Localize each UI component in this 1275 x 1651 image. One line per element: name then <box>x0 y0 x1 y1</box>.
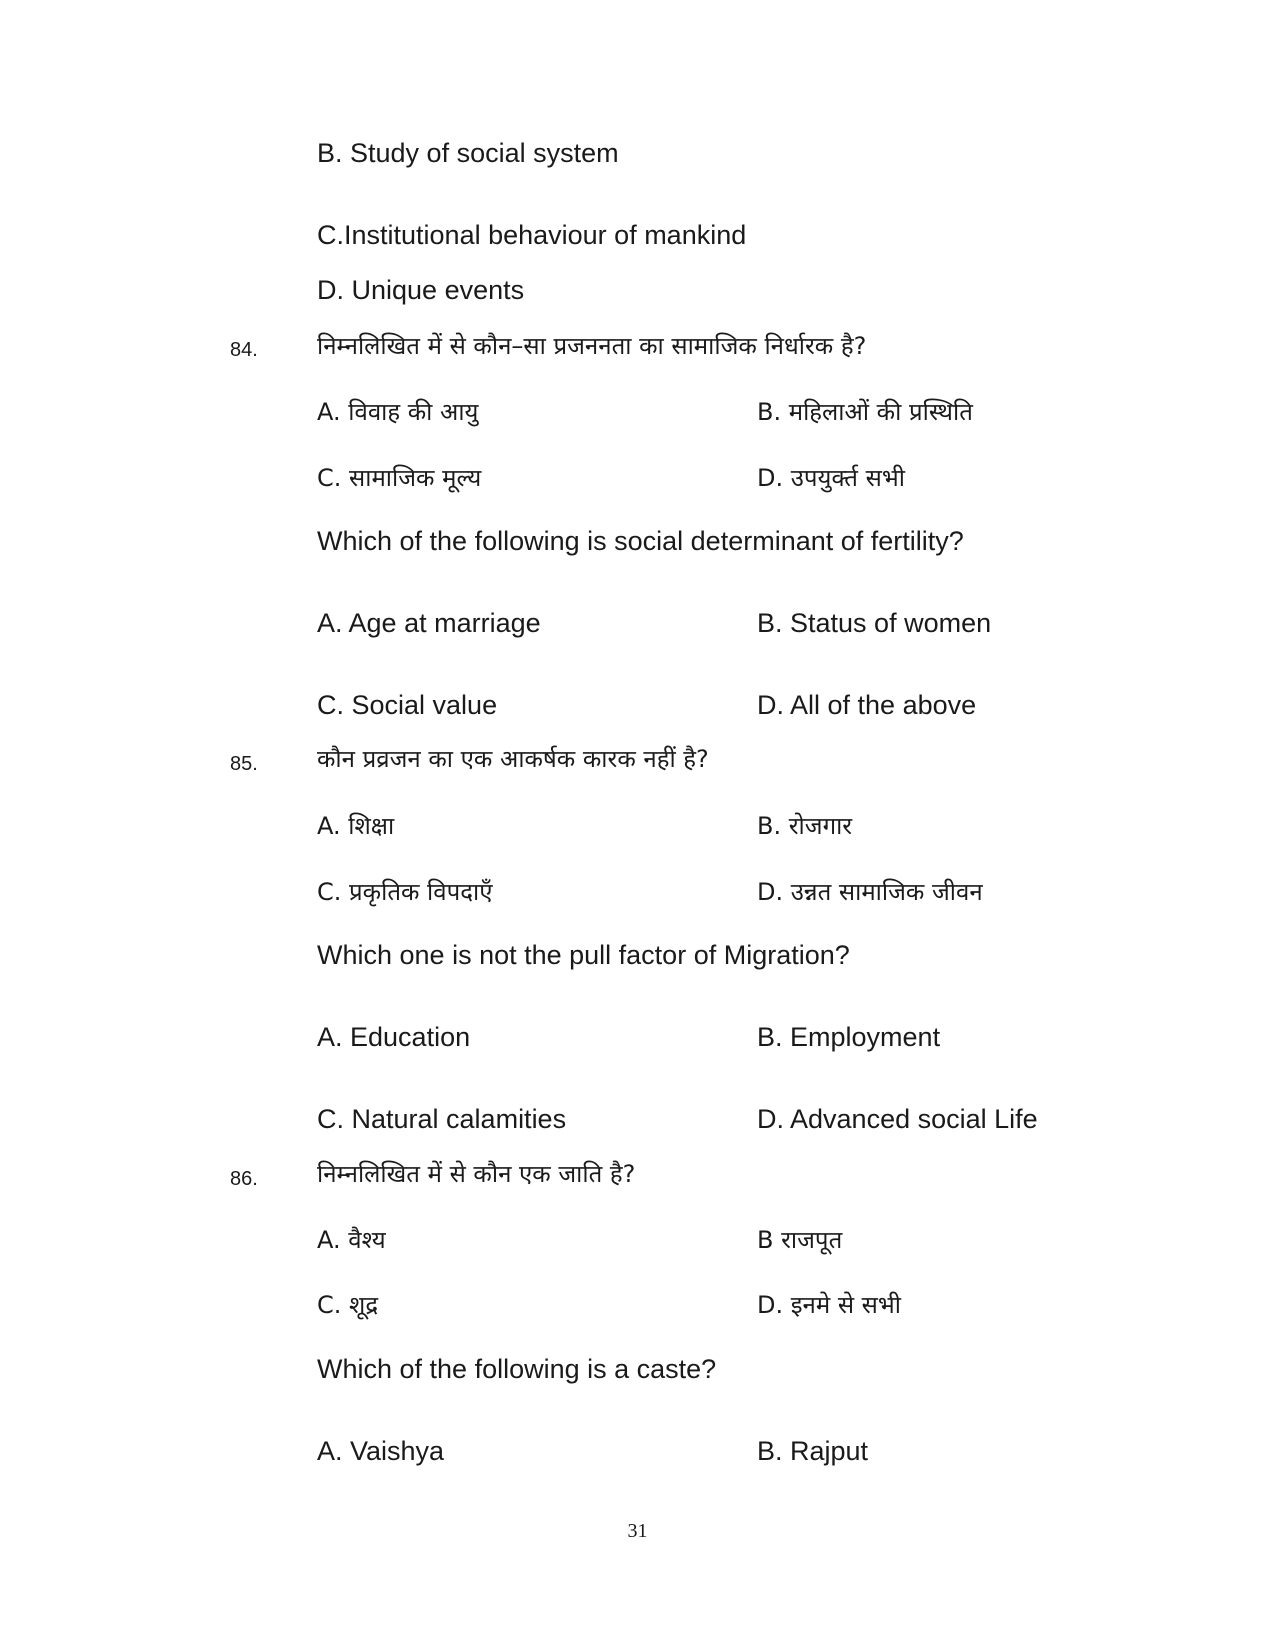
question-84-number: 84. <box>230 339 258 361</box>
question-85-hindi-option-c: C. प्रकृतिक विपदाएँ <box>317 878 493 906</box>
question-85-english-option-a: A. Education <box>317 1022 471 1052</box>
question-86-number: 86. <box>230 1168 258 1190</box>
question-85-hindi-text: कौन प्रव्रजन का एक आकर्षक कारक नहीं है? <box>317 745 709 773</box>
question-85-hindi-option-b: B. रोजगार <box>757 812 853 840</box>
question-85-english-option-c: C. Natural calamities <box>317 1104 567 1134</box>
question-84-english-option-c: C. Social value <box>317 690 498 720</box>
question-84-english-option-b: B. Status of women <box>757 608 992 638</box>
question-84-hindi-option-a: A. विवाह की आयु <box>317 398 479 426</box>
prev-option-c: C.Institutional behaviour of mankind <box>317 220 747 250</box>
question-85-english-option-b: B. Employment <box>757 1022 941 1052</box>
question-85-hindi-option-d: D. उन्नत सामाजिक जीवन <box>757 878 983 906</box>
question-84-english-option-d: D. All of the above <box>757 690 977 720</box>
question-86-hindi-option-b: B राजपूत <box>757 1226 843 1254</box>
question-86-english-option-a: A. Vaishya <box>317 1436 445 1466</box>
prev-option-b: B. Study of social system <box>317 138 619 168</box>
question-85-hindi-option-a: A. शिक्षा <box>317 812 395 840</box>
question-86-hindi-option-a: A. वैश्य <box>317 1226 386 1254</box>
question-85-english-option-d: D. Advanced social Life <box>757 1104 1038 1134</box>
question-84-hindi-option-c: C. सामाजिक मूल्य <box>317 464 482 492</box>
question-86-english-option-b: B. Rajput <box>757 1436 869 1466</box>
question-86-hindi-option-d: D. इनमे से सभी <box>757 1291 901 1319</box>
question-86-english-text: Which of the following is a caste? <box>317 1354 717 1384</box>
question-84-hindi-text: निम्नलिखित में से कौन–सा प्रजननता का सामाजिक निर्धारक है? <box>317 332 867 360</box>
question-85-english-text: Which one is not the pull factor of Migration? <box>317 940 850 970</box>
question-86-hindi-option-c: C. शूद्र <box>317 1291 379 1319</box>
question-84-hindi-option-d: D. उपयुर्क्त सभी <box>757 464 905 492</box>
question-84-english-option-a: A. Age at marriage <box>317 608 541 638</box>
question-86-hindi-text: निम्नलिखित में से कौन एक जाति है? <box>317 1160 636 1188</box>
prev-option-d: D. Unique events <box>317 275 525 305</box>
page-number: 31 <box>627 1520 648 1542</box>
question-84-hindi-option-b: B. महिलाओं की प्रस्थिति <box>757 398 973 426</box>
question-84-english-text: Which of the following is social determinant of fertility? <box>317 526 964 556</box>
question-85-number: 85. <box>230 753 258 775</box>
